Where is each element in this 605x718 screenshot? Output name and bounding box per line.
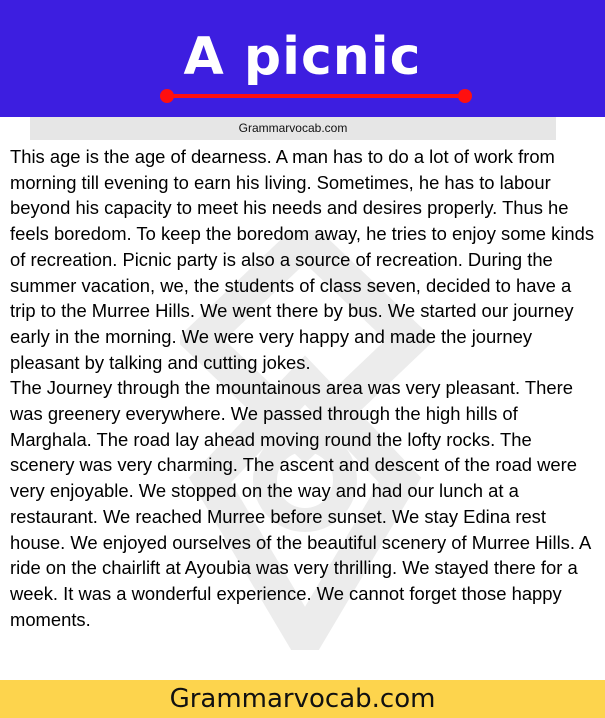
underline-left-dot <box>160 89 174 103</box>
title-banner <box>0 0 605 117</box>
footer-banner: Grammarvocab.com <box>0 680 605 718</box>
source-label: Grammarvocab.com <box>30 117 556 140</box>
essay-paragraph-2: The Journey through the mountainous area was very pleasant. There was greenery everywhere. We passed through the high hills of Marghala. The road lay ahead moving round the lofty rocks. The scenery was very charming. The ascent and descent of the road were very enjoyable. We stopped on the way and had our lunch at a restaurant. We reached Murree before sunset. We stay Edina rest house. We enjoyed ourselves of the beautiful scenery of Murree Hills. A ride on the chairlift at Ayoubia was very thrilling. We stayed there for a week. It was a wonderful experience. We cannot forget those happy moments. <box>10 377 591 630</box>
underline-right-dot <box>458 89 472 103</box>
page-title: A picnic <box>183 27 422 87</box>
essay-paragraph-1: This age is the age of dearness. A man has to do a lot of work from morning till evening to earn his living. Sometimes, he has to labour beyond his capacity to meet his needs and desires properly. Thus he feels boredom. To keep the boredom away, he tries to enjoy some kinds of recreation. Picnic party is also a source of recreation. During the summer vacation, we, the students of class seven, decided to have a trip to the Murree Hills. We went there by bus. We started our journey early in the morning. We were very happy and made the journey pleasant by talking and cutting jokes. <box>10 146 595 373</box>
essay-body <box>10 144 596 632</box>
title-underline <box>166 94 466 98</box>
